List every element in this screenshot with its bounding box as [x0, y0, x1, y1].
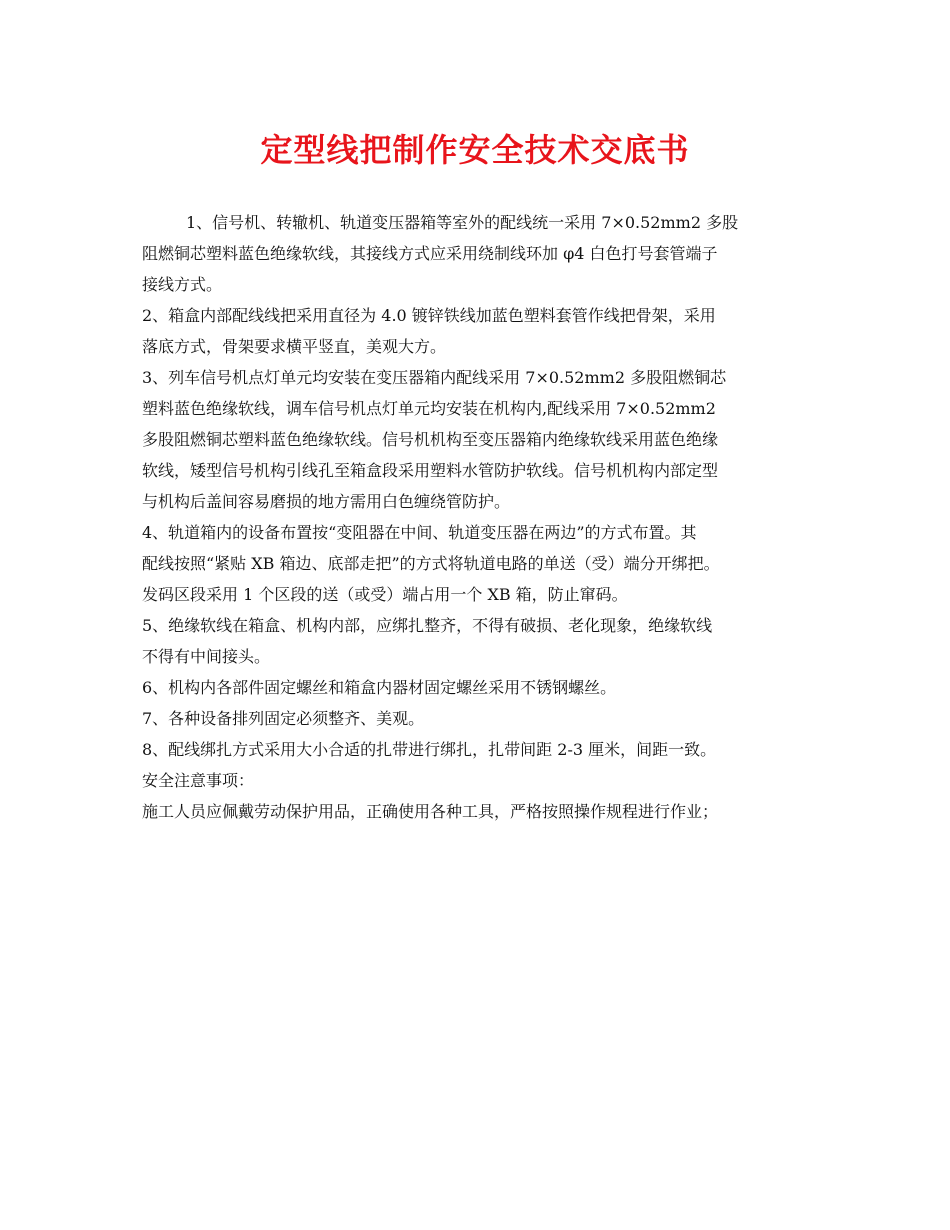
- text-line: 7、各种设备排列固定必须整齐、美观。: [142, 709, 425, 728]
- text-line: 落底方式，骨架要求横平竖直，美观大方。: [142, 337, 447, 356]
- text-line: 4、轨道箱内的设备布置按“变阻器在中间、轨道变压器在两边”的方式布置。其: [142, 523, 697, 542]
- text-line: 与机构后盖间容易磨损的地方需用白色缠绕管防护。: [142, 492, 511, 511]
- text-line: 软线，矮型信号机构引线孔至箱盒段采用塑料水管防护软线。信号机机构内部定型: [142, 461, 719, 480]
- text-line: 5、绝缘软线在箱盒、机构内部，应绑扎整齐，不得有破损、老化现象，绝缘软线: [142, 616, 713, 635]
- text-line: 2、箱盒内部配线线把采用直径为 4.0 镀锌铁线加蓝色塑料套管作线把骨架，采用: [142, 306, 716, 325]
- text-line: 阻燃铜芯塑料蓝色绝缘软线，其接线方式应采用绕制线环加 φ4 白色打号套管端子: [142, 244, 718, 263]
- text-line: 配线按照“紧贴 XB 箱边、底部走把”的方式将轨道电路的单送（受）端分开绑把。: [142, 554, 720, 573]
- text-line: 1、信号机、转辙机、轨道变压器箱等室外的配线统一采用 7×0.52mm2 多股: [186, 213, 739, 232]
- text-line: 8、配线绑扎方式采用大小合适的扎带进行绑扎，扎带间距 2-3 厘米，间距一致。: [142, 740, 717, 759]
- text-line: 安全注意事项：: [142, 771, 255, 790]
- text-line: 多股阻燃铜芯塑料蓝色绝缘软线。信号机机构至变压器箱内绝缘软线采用蓝色绝缘: [142, 430, 719, 449]
- text-line: 塑料蓝色绝缘软线，调车信号机点灯单元均安装在机构内,配线采用 7×0.52mm2: [142, 399, 716, 418]
- text-line: 不得有中间接头。: [142, 647, 271, 666]
- text-line: 接线方式。: [142, 275, 223, 294]
- document-title: 定型线把制作安全技术交底书: [260, 131, 690, 169]
- document-body: [142, 207, 832, 827]
- text-line: 6、机构内各部件固定螺丝和箱盒内器材固定螺丝采用不锈钢螺丝。: [142, 678, 617, 697]
- text-line: 发码区段采用 1 个区段的送（或受）端占用一个 XB 箱，防止窜码。: [142, 585, 628, 604]
- text-line: 施工人员应佩戴劳动保护用品，正确使用各种工具，严格按照操作规程进行作业；: [142, 802, 719, 821]
- text-line: 3、列车信号机点灯单元均安装在变压器箱内配线采用 7×0.52mm2 多股阻燃铜芯: [142, 368, 727, 387]
